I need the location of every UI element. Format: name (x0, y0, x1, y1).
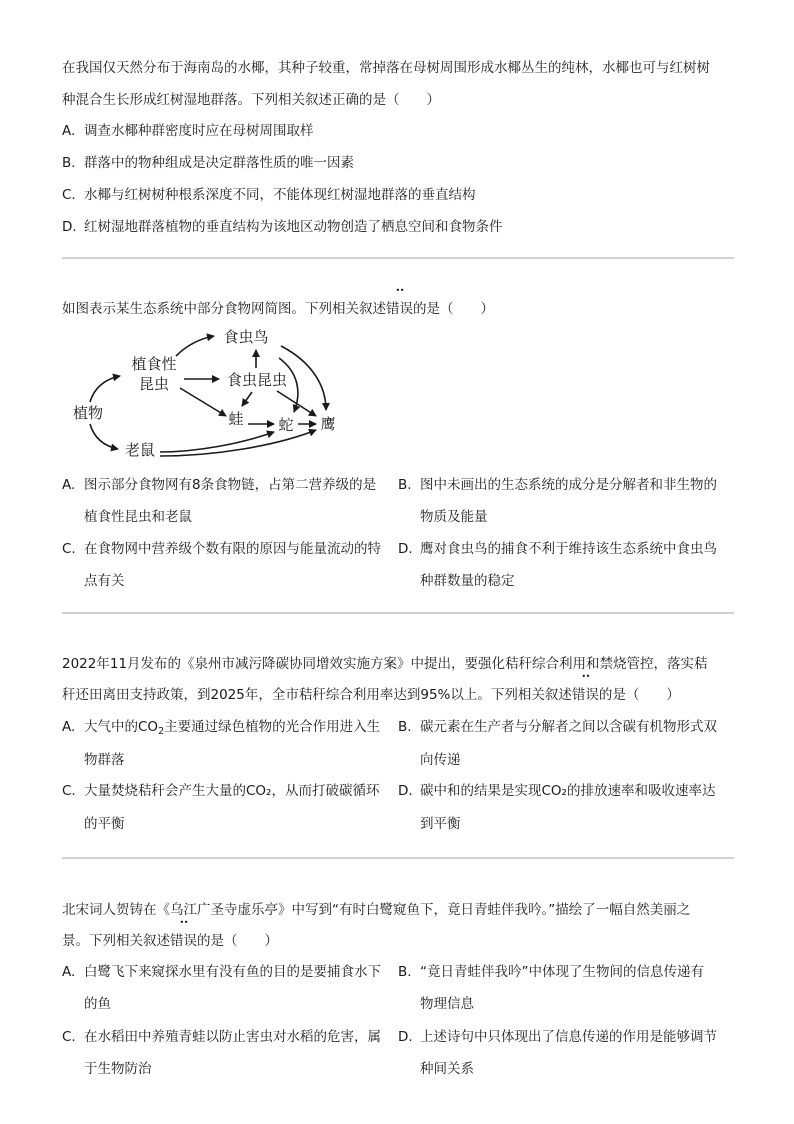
question-stem-line: 2022年11月发布的《泉州市减污降碳协同增效实施方案》中提出，要强化秸秆综合利用和禁烧管控，落实秸 (62, 656, 708, 672)
node-bird: 食虫鸟 (223, 328, 269, 346)
question-divider (62, 857, 734, 859)
node-frog: 蛙 (228, 410, 244, 428)
emphasis-text: 错误 • • (386, 299, 413, 319)
arrow-herbivore-bird (176, 336, 214, 356)
question-stem-line: 在我国仅天然分布于海南岛的水椰，其种子较重，常掉落在母树周围形成水椰丛生的纯林，水椰也可与红树树 (62, 60, 710, 76)
question-stem: 如图表示某生态系统中部分食物网简图。下列相关叙述错误 • •的是（ ） (62, 299, 494, 319)
question-divider (62, 257, 734, 259)
option-c[interactable]: C. 水椰与红树树种根系深度不同，不能体现红树湿地群落的垂直结构 (62, 187, 476, 203)
option-d[interactable]: D. 红树湿地群落植物的垂直结构为该地区动物创造了栖息空间和食物条件 (62, 219, 503, 235)
node-snake: 蛇 (278, 416, 294, 434)
option-b[interactable]: B. 群落中的物种组成是决定群落性质的唯一因素 (62, 155, 354, 171)
node-herbivore-line1: 植食性 (131, 355, 177, 373)
arrow-insectivore-frog (242, 392, 252, 406)
question-stem-line: 景。下列相关叙述错误 • •的是（ ） (62, 931, 278, 951)
question-divider (62, 612, 734, 614)
node-herbivore-line2: 昆虫 (138, 375, 170, 393)
emphasis-text: 错误 • • (170, 931, 197, 951)
arrow-herbivore-frog (180, 388, 226, 416)
arrow-mouse-snake (160, 432, 274, 452)
arrow-bird-eagle (281, 346, 326, 410)
option-a[interactable]: A. 调查水椰种群密度时应在母树周围取样 (62, 123, 314, 139)
question-stem-line: 种混合生长形成红树湿地群落。下列相关叙述正确的是（ ） (62, 92, 440, 108)
node-plant: 植物 (72, 404, 104, 422)
emphasis-text: 错误 • • (572, 685, 599, 705)
node-eagle: 鹰 (320, 415, 336, 433)
question-stem-line: 秆还田离田支持政策，到2025年，全市秸秆综合利用率达到95%以上。下列相关叙述错误 • •的是（ ） (62, 685, 680, 705)
food-web-diagram (62, 321, 352, 463)
node-mouse: 老鼠 (124, 441, 156, 459)
arrow-plant-mouse (90, 424, 118, 449)
arrow-plant-herbivore (90, 376, 120, 402)
node-insectivore: 食虫昆虫 (226, 371, 288, 389)
question-stem-line: 北宋词人贺铸在《乌江广圣寺虚乐亭》中写到“有时白鹭窥鱼下，竟日青蛙伴我吟。”描绘了一幅自然美丽之 (62, 902, 691, 918)
